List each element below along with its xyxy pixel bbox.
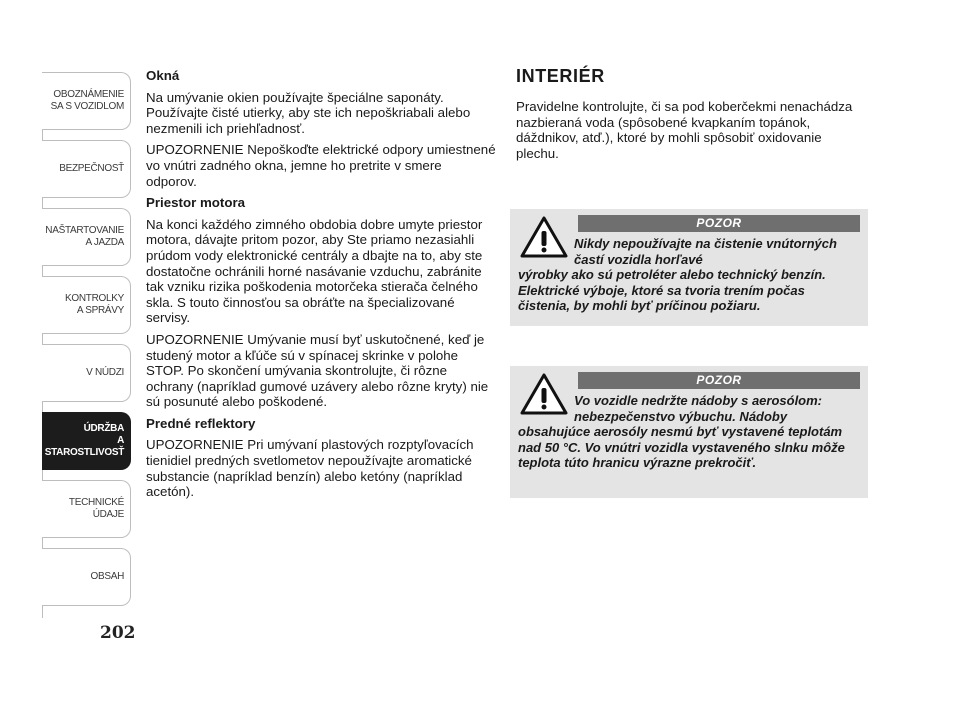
warning-body: obsahujúce aerosóly nesmú byť vystavené teplotám nad 50 °C. Vo vnútri vozidla vystaveného slnku môže teplota túto hranicu výrazne prekročiť. bbox=[518, 424, 845, 471]
tab-label: V NÚDZI bbox=[86, 367, 124, 378]
windows-paragraph-1: Na umývanie okien používajte špeciálne saponáty. Používajte čisté utierky, aby ste ich nepoškriabali alebo nezmenili ich priehľadnosť. bbox=[146, 89, 471, 136]
tab-label: TECHNICKÉ ÚDAJE bbox=[68, 497, 124, 520]
tab-label: KONTROLKY A SPRÁVY bbox=[65, 293, 124, 316]
tab-label: NAŠTARTOVANIE A JAZDA bbox=[45, 225, 124, 248]
tab-label: BEZPEČNOSŤ bbox=[59, 163, 124, 174]
warning-header: POZOR bbox=[578, 215, 860, 232]
tab-kontrolky[interactable] bbox=[42, 276, 131, 334]
section-title: INTERIÉR bbox=[516, 66, 605, 86]
warning-triangle-icon bbox=[520, 215, 568, 259]
warning-box-1 bbox=[510, 209, 868, 326]
tab-technicke-udaje[interactable] bbox=[42, 480, 131, 538]
tab-label: ÚDRŽBA A STAROSTLIVOSŤ bbox=[44, 423, 124, 458]
left-column bbox=[146, 68, 496, 506]
lights-paragraph-1: UPOZORNENIE Pri umývaní plastových rozptyľovacích tienidiel predných svetlometov nepoužívajte aromatické substancie (napríklad benzín) alebo ketóny (napríklad acetón). bbox=[146, 437, 474, 500]
tab-obsah[interactable] bbox=[42, 548, 131, 606]
windows-heading: Okná bbox=[146, 68, 180, 83]
tab-label: OBSAH bbox=[90, 571, 124, 582]
warning-body: výrobky ako sú petroléter alebo technický benzín. Elektrické výboje, ktoré sa tvoria trením počas čistenia, by mohli byť príčinou požiaru. bbox=[518, 267, 826, 314]
warning-header: POZOR bbox=[578, 372, 860, 389]
lights-heading: Predné reflektory bbox=[146, 415, 256, 431]
warning-triangle-icon bbox=[520, 372, 568, 416]
tab-udrzba[interactable] bbox=[42, 412, 131, 470]
warning-lead: Nikdy nepoužívajte na čistenie vnútorných častí vozidla horľavé bbox=[574, 236, 837, 267]
tab-nastartovanie[interactable] bbox=[42, 208, 131, 266]
page-number: 202 bbox=[100, 623, 136, 643]
windows-paragraph-2: UPOZORNENIE Nepoškoďte elektrické odpory umiestnené vo vnútri zadného okna, jemne ho pretrite v smere odporov. bbox=[146, 142, 496, 189]
warning-text bbox=[518, 393, 860, 471]
warning-text bbox=[518, 236, 860, 314]
tab-v-nudzi[interactable] bbox=[42, 344, 131, 402]
engine-paragraph-1: Na konci každého zimného obdobia dobre umyte priestor motora, dávajte pritom pozor, aby Ste priamo nezasiahli prúdom vody elektronické centrály a dbajte na to, aby ste dostatočne ochránili horné nasávanie vzduchu, zabránite tak vzniku rizika poškodenia motorčeka stierača čelného skla. S touto činnosťou sa obráťte na špecializované servisy. bbox=[146, 216, 483, 326]
engine-heading: Priestor motora bbox=[146, 195, 246, 211]
warning-lead: Vo vozidle nedržte nádoby s aerosólom: nebezpečenstvo výbuchu. Nádoby bbox=[574, 393, 823, 424]
tab-oboznamenie[interactable] bbox=[42, 72, 131, 130]
engine-paragraph-2: UPOZORNENIE Umývanie musí byť uskutočnené, keď je studený motor a kľúče sú v spínacej skrinke v polohe STOP. Po skončení umývania skontrolujte, či rôzne ochrany (napríklad gumové uzávery alebo rôzne kryty) nie sú posunuté alebo poškodené. bbox=[146, 331, 489, 410]
tab-label: OBOZNÁMENIE SA S VOZIDLOM bbox=[50, 89, 124, 112]
warning-box-2 bbox=[510, 366, 868, 498]
tab-bezpecnost[interactable] bbox=[42, 140, 131, 198]
interior-intro: Pravidelne kontrolujte, či sa pod koberčekmi nenachádza nazbieraná voda (spôsobené kvapkaním topánok, dáždnikov, atď.), ktoré by mohli spôsobiť oxidovanie plechu. bbox=[516, 99, 853, 161]
right-column bbox=[516, 66, 868, 161]
